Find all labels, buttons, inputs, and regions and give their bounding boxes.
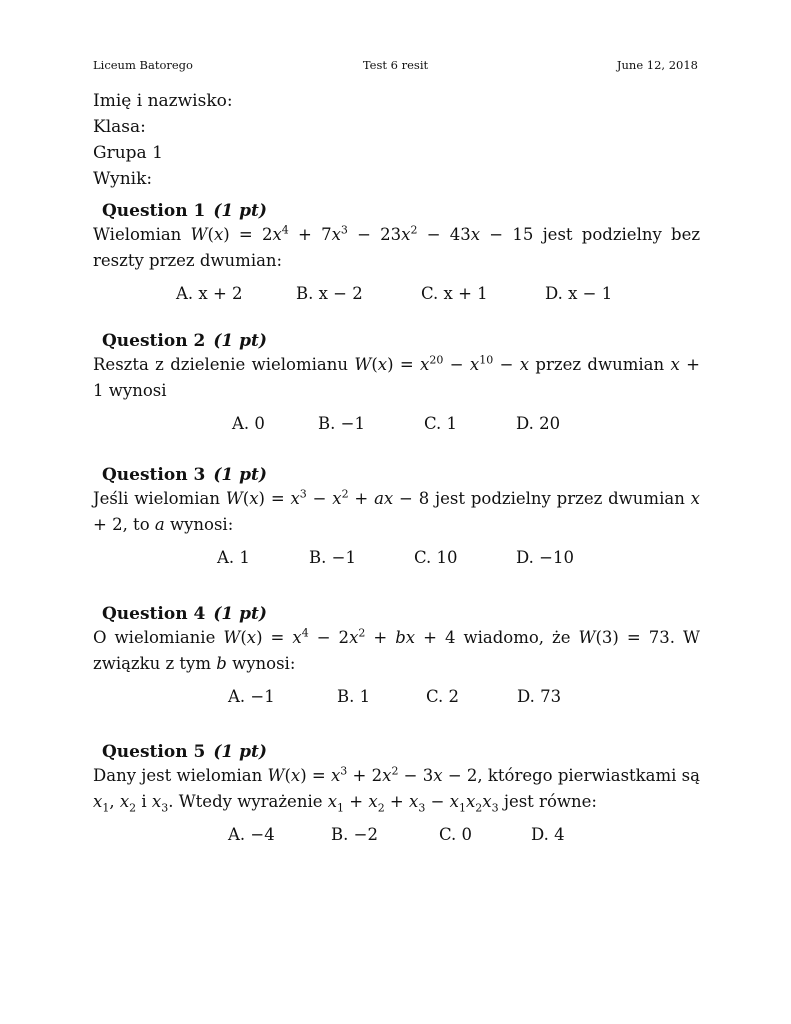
answer-options bbox=[93, 548, 700, 574]
question-2 bbox=[93, 330, 700, 440]
question-title: Question 3 (1 pt) bbox=[102, 465, 267, 485]
school-name: Liceum Batorego bbox=[93, 58, 193, 72]
answer-c: C. 1 bbox=[424, 414, 458, 433]
answer-options bbox=[93, 414, 700, 440]
answer-d: D. x − 1 bbox=[545, 284, 613, 303]
answer-c: C. 0 bbox=[439, 825, 473, 844]
question-5 bbox=[93, 741, 700, 851]
name-label: Imię i nazwisko: bbox=[93, 91, 233, 111]
question-text: Dany jest wielomian $W(x) = x^3 + 2x^2 - 3x - 2$, którego pierwiastkami są $x_1$, $x_2$ i $x_3$. Wtedy wyrażenie $x_1 + x_2 + x_3 - x_1x_2x_3$ jest równe: bbox=[93, 764, 700, 815]
answer-a: A. x + 2 bbox=[176, 284, 243, 303]
question-3 bbox=[93, 464, 700, 574]
answer-options bbox=[93, 825, 700, 851]
answer-c: C. 10 bbox=[414, 548, 458, 567]
question-text: O wielomianie $W(x) = x^4 - 2x^2$ + bx + 4 wiadomo, że W(3) = 73. W związku z tym b wynosi: bbox=[93, 626, 700, 673]
answer-b: B. 1 bbox=[337, 687, 371, 706]
answer-a: A. 1 bbox=[217, 548, 250, 567]
answer-b: B. −2 bbox=[331, 825, 378, 844]
question-4 bbox=[93, 603, 700, 713]
score-label: Wynik: bbox=[93, 169, 153, 189]
question-text: Wielomian $W(x) = 2x^4 + 7x^3 - 23x^2 - 43x - 15$ jest podzielny bez reszty przez dwumian: bbox=[93, 223, 701, 270]
question-title: Question 1 (1 pt) bbox=[102, 201, 267, 221]
page-header bbox=[93, 58, 698, 74]
answer-b: B. −1 bbox=[318, 414, 365, 433]
question-text: Reszta z dzielenie wielomianu $W(x) = x^{20} - x^{10} - x$ przez dwumian x + 1 wynosi bbox=[93, 353, 700, 400]
answer-d: D. 4 bbox=[531, 825, 565, 844]
question-title: Question 2 (1 pt) bbox=[102, 331, 267, 351]
answer-c: C. x + 1 bbox=[421, 284, 488, 303]
class-label: Klasa: bbox=[93, 117, 146, 137]
answer-d: D. 73 bbox=[517, 687, 562, 706]
test-date: June 12, 2018 bbox=[616, 58, 698, 72]
answer-a: A. 0 bbox=[232, 414, 265, 433]
question-text: Jeśli wielomian $W(x) = x^3 - x^2$ + ax − 8 jest podzielny przez dwumian x + 2, to a wynosi: bbox=[93, 487, 700, 534]
answer-options bbox=[93, 687, 700, 713]
group-label: Grupa 1 bbox=[93, 143, 163, 163]
answer-b: B. −1 bbox=[309, 548, 356, 567]
answer-d: D. 20 bbox=[516, 414, 561, 433]
question-1 bbox=[93, 200, 700, 310]
question-title: Question 4 (1 pt) bbox=[102, 604, 267, 624]
answer-a: A. −1 bbox=[228, 687, 275, 706]
question-title: Question 5 (1 pt) bbox=[102, 742, 267, 762]
answer-d: D. −10 bbox=[516, 548, 574, 567]
student-info bbox=[93, 88, 233, 192]
answer-a: A. −4 bbox=[228, 825, 275, 844]
answer-options bbox=[93, 284, 700, 310]
answer-c: C. 2 bbox=[426, 687, 460, 706]
answer-b: B. x − 2 bbox=[296, 284, 363, 303]
test-title: Test 6 resit bbox=[362, 58, 429, 72]
